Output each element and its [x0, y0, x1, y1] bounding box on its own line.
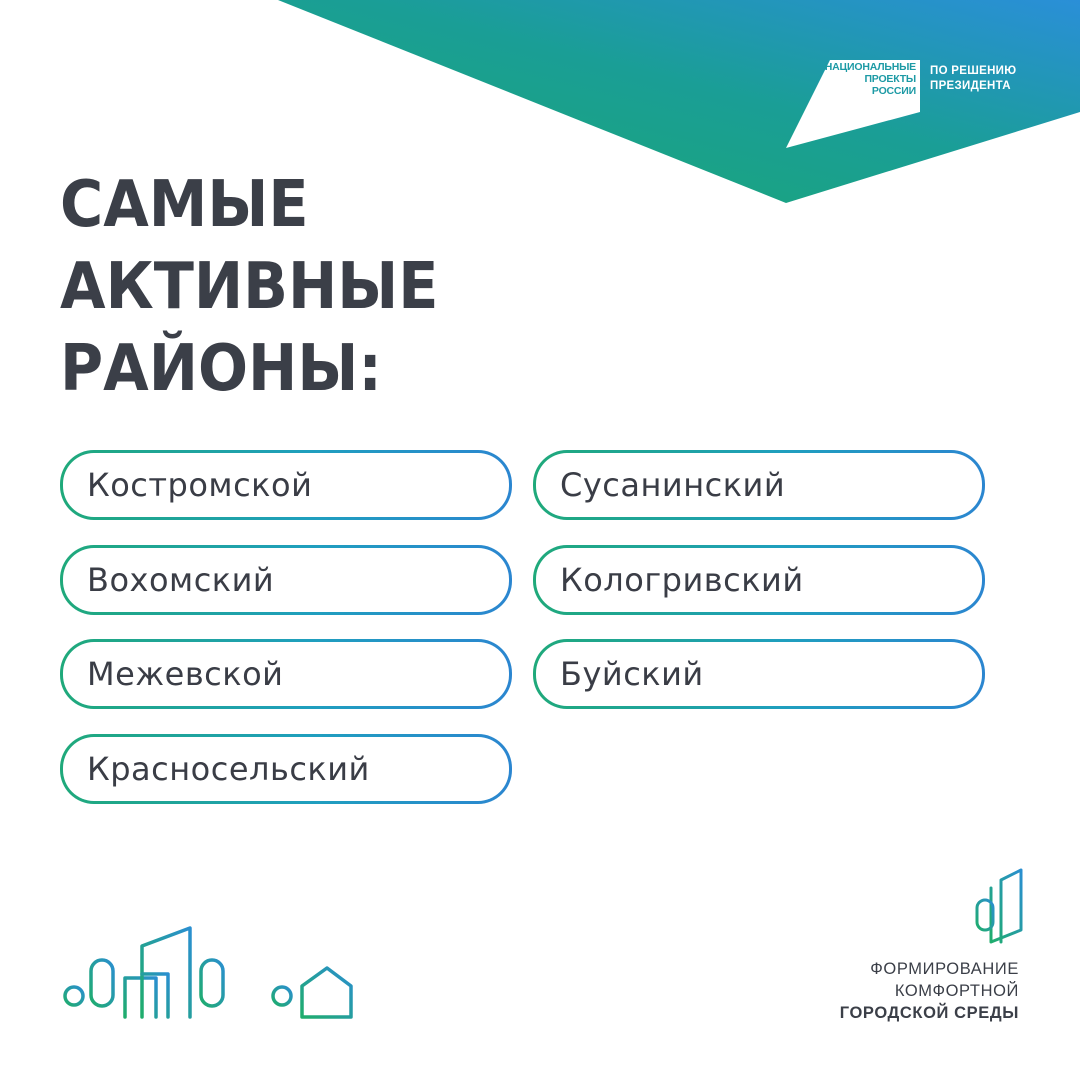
president-decision-label [930, 64, 1016, 93]
logo-line: ПРОЕКТЫ [864, 73, 916, 85]
district-pill [60, 450, 512, 520]
logo-side-line: ПО РЕШЕНИЮ [930, 65, 1017, 77]
logo-line: НАЦИОНАЛЬНЫЕ [824, 61, 916, 73]
district-label: Красносельский [87, 750, 370, 788]
district-label: Сусанинский [560, 466, 786, 504]
title-line: САМЫЕ [60, 168, 309, 242]
logo-line: РОССИИ [871, 85, 916, 97]
district-pill [60, 545, 512, 615]
district-label: Костромской [87, 466, 313, 504]
district-label: Межевской [87, 655, 284, 693]
district-pill [533, 545, 985, 615]
district-pill [60, 734, 512, 804]
district-pill [533, 450, 985, 520]
comfortable-environment-icon [973, 866, 1025, 952]
program-line: КОМФОРТНОЙ [894, 982, 1019, 1000]
district-pill [60, 639, 512, 709]
district-label: Кологривский [560, 561, 804, 599]
title-line: АКТИВНЫЕ [60, 250, 439, 324]
district-label: Буйский [560, 655, 704, 693]
district-pill [533, 639, 985, 709]
program-line: ГОРОДСКОЙ СРЕДЫ [839, 1004, 1019, 1022]
title-line: РАЙОНЫ: [60, 332, 382, 406]
program-line: ФОРМИРОВАНИЕ [870, 960, 1019, 978]
logo-side-line: ПРЕЗИДЕНТА [930, 79, 1011, 92]
program-title [840, 958, 1019, 1024]
national-projects-logo-text [822, 61, 916, 97]
district-label: Вохомский [87, 561, 275, 599]
page-title [60, 164, 439, 410]
city-skyline-icon [56, 924, 356, 1024]
